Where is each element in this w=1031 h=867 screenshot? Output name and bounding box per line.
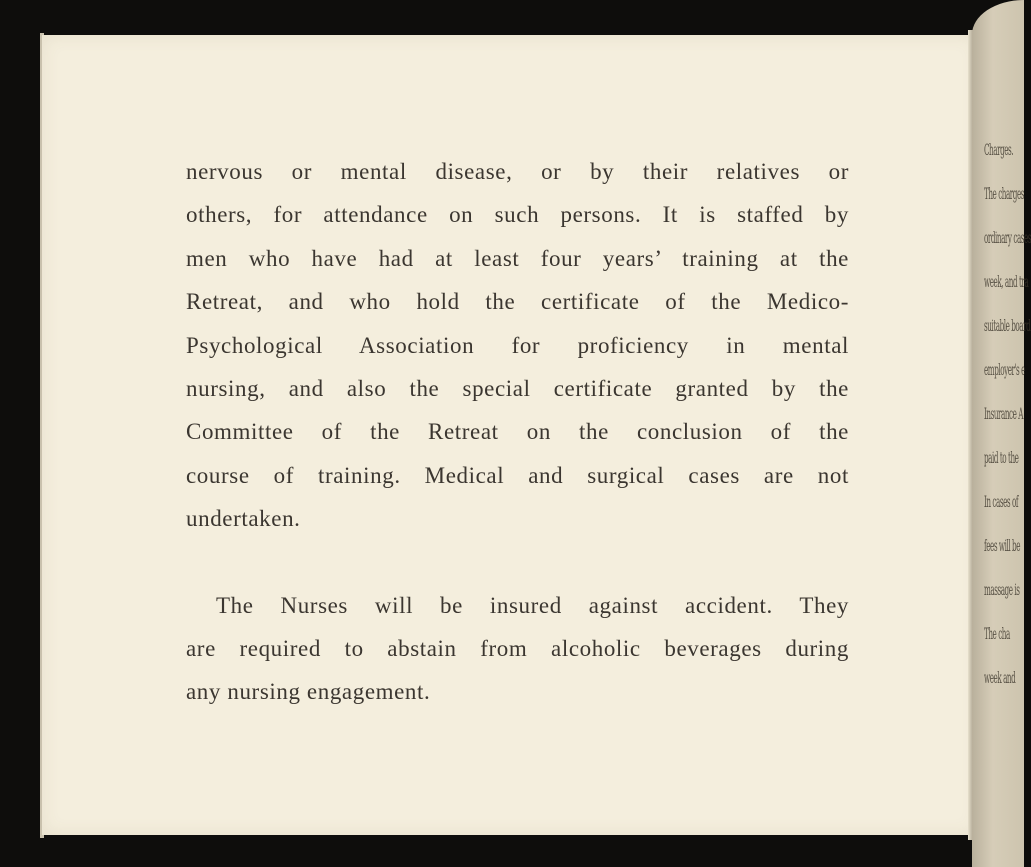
paragraph-staffing <box>186 150 849 541</box>
text-line: are required to abstain from alcoholic beverages during <box>186 635 849 661</box>
adjacent-line: week, and tra <box>984 272 1029 291</box>
adjacent-line: employer's e <box>984 360 1025 379</box>
text-line: course of training. Medical and surgical cases are not <box>186 462 849 488</box>
adjacent-line: ordinary cases <box>984 228 1031 247</box>
adjacent-line: suitable board <box>984 316 1031 335</box>
text-line: nursing, and also the special certificate granted by the <box>186 375 849 401</box>
paragraph-insurance <box>186 584 849 714</box>
text-line: Retreat, and who hold the certificate of the Medico- <box>186 289 849 315</box>
adjacent-line: The charges <box>984 184 1025 203</box>
adjacent-line: Charges. <box>984 140 1014 159</box>
body-text <box>186 150 849 714</box>
adjacent-line: Insurance A <box>984 404 1024 423</box>
text-line: others, for attendance on such persons. It is staffed by <box>186 202 849 228</box>
text-line: men who have had at least four years’ training at the <box>186 245 849 271</box>
adjacent-line: In cases of <box>984 492 1019 511</box>
adjacent-page <box>972 0 1031 867</box>
adjacent-line: week and <box>984 668 1016 687</box>
text-line: nervous or mental disease, or by their relatives or <box>186 159 849 184</box>
text-line: any nursing engagement. <box>186 679 431 705</box>
text-line: Committee of the Retreat on the conclusion of the <box>186 419 849 445</box>
text-line: Psychological Association for proficiency in mental <box>186 332 849 358</box>
text-line: undertaken. <box>186 506 301 532</box>
adjacent-line: massage is <box>984 580 1020 599</box>
adjacent-line: fees will be <box>984 536 1020 555</box>
adjacent-line: The cha <box>984 624 1010 643</box>
text-line: The Nurses will be insured against accident. They <box>216 592 849 618</box>
adjacent-page-text <box>984 140 1031 712</box>
adjacent-line: paid to the <box>984 448 1019 467</box>
